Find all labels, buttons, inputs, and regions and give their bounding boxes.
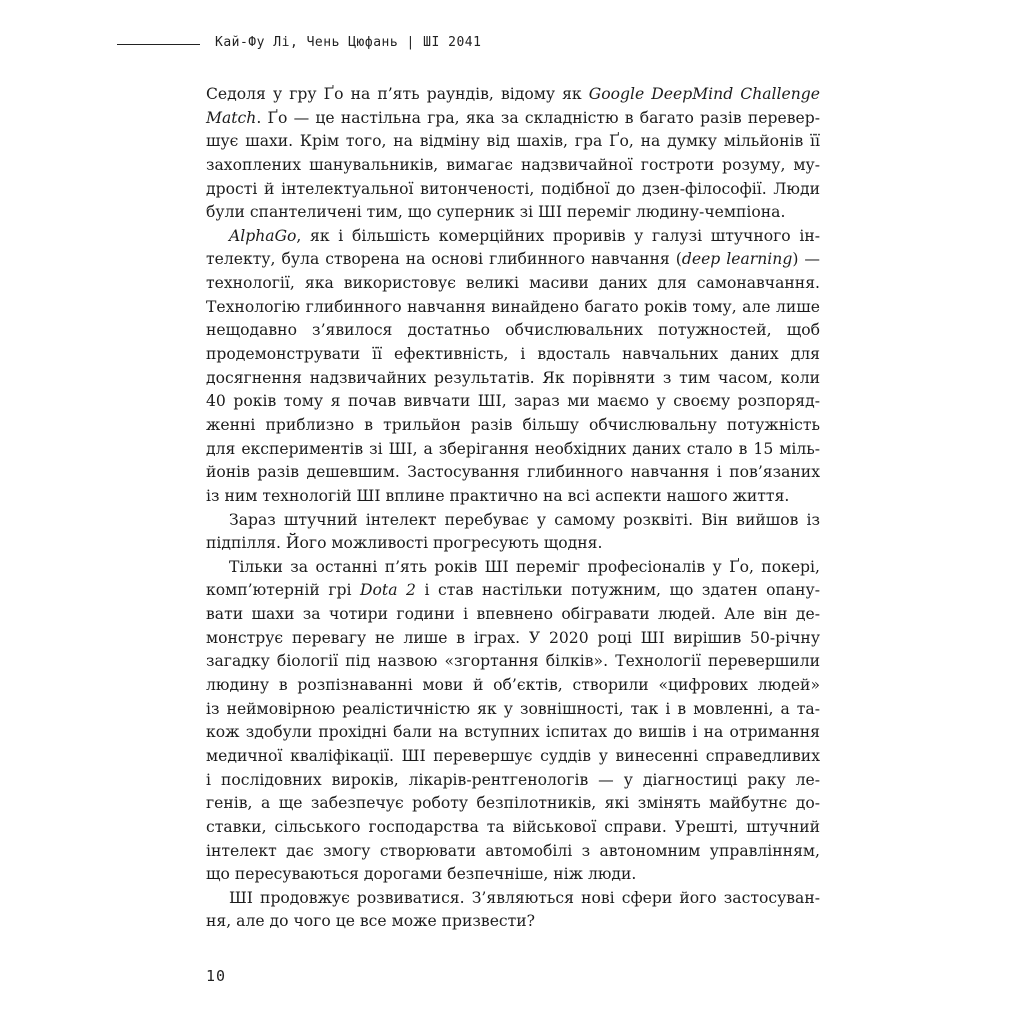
text-span: кож здобули прохідні бали на вступних іспитах до вишів і на отримання (206, 723, 820, 742)
text-line (206, 556, 820, 580)
text-line (206, 272, 820, 296)
paragraph (206, 225, 820, 509)
text-span: телекту, була створена на основі глибинного навчання ( (206, 250, 682, 269)
text-line (206, 485, 820, 509)
paragraph (206, 83, 820, 225)
text-span: ШІ продовжує розвиватися. З’являються нові сфери його застосуван- (229, 888, 820, 907)
text-line (206, 225, 820, 249)
text-line (206, 201, 820, 225)
text-span: комп’ютерній грі (206, 581, 361, 600)
text-span: ставки, сільського господарства та військової справи. Урешті, штучний (206, 817, 820, 836)
paragraph (206, 509, 820, 556)
text-span: Седоля у гру Ґо на п’ять раундів, відому як (206, 85, 589, 103)
page-number: 10 (206, 967, 227, 985)
text-span: , як і більшість комерційних проривів у галузі штучного ін- (296, 226, 820, 245)
text-line (206, 248, 820, 272)
text-span: захоплених шанувальників, вимагає надзвичайної гостроти розуму, му- (206, 155, 820, 174)
text-span: нещодавно з’явилося достатньо обчислювальних потужностей, щоб (206, 321, 820, 340)
text-span: медичної кваліфікації. ШІ перевершує суддів у винесенні справедливих (206, 746, 820, 765)
text-line (206, 840, 820, 864)
text-span: були спантеличені тим, що суперник зі ШІ переміг людину-чемпіона. (206, 203, 786, 222)
text-span: монструє перевагу не лише в іграх. У 2020 році ШІ вирішив 50-річну (206, 628, 820, 647)
text-line (206, 887, 820, 911)
text-line (206, 390, 820, 414)
text-line (206, 319, 820, 343)
text-span: продемонструвати її ефективність, і вдосталь навчальних даних для (206, 345, 820, 364)
text-line (206, 650, 820, 674)
italic-text: AlphaGo (229, 226, 297, 245)
text-span: женні приблизно в трильйон разів більшу обчислювальну потужність (206, 415, 820, 434)
text-line (206, 910, 820, 934)
text-span: загадку біології під назвою «згортання білків». Технології перевершили (206, 652, 820, 671)
text-line (206, 603, 820, 627)
italic-text: Match (206, 108, 257, 127)
text-line (206, 532, 820, 556)
text-line (206, 343, 820, 367)
text-line (206, 792, 820, 816)
text-span: для експериментів зі ШІ, а зберігання необхідних даних стало в 15 міль- (206, 439, 820, 458)
text-line (206, 674, 820, 698)
text-span: вати шахи за чотири години і впевнено обігравати людей. Але він де- (206, 605, 820, 624)
text-span: досягнення надзвичайних результатів. Як порівняти з тим часом, коли (206, 368, 820, 387)
text-span: . Ґо — це настільна гра, яка за складністю в багато разів перевер- (256, 108, 820, 127)
text-line (206, 745, 820, 769)
text-line (206, 83, 820, 107)
text-line (206, 461, 820, 485)
text-line (206, 509, 820, 533)
text-line (206, 816, 820, 840)
text-line (206, 721, 820, 745)
text-span: інтелект дає змогу створювати автомобілі з автономним управлінням, (206, 841, 820, 860)
text-span: 40 років тому я почав вивчати ШІ, зараз ми маємо у своєму розпоряд- (206, 392, 820, 411)
text-span: ) — (792, 250, 820, 269)
text-span: йонів разів дешевшим. Застосування глибинного навчання і пов’язаних (206, 463, 820, 482)
text-line (206, 627, 820, 651)
text-line (206, 698, 820, 722)
italic-text: Dota 2 (360, 581, 416, 600)
text-span: ня, але до чого це все може призвести? (206, 912, 536, 931)
text-line (206, 863, 820, 887)
header-rule (117, 44, 200, 45)
text-span: із ним технологій ШІ вплине практично на всі аспекти нашого життя. (206, 486, 790, 505)
text-line (206, 579, 820, 603)
text-line (206, 107, 820, 131)
text-span: Технологію глибинного навчання винайдено багато років тому, але лише (206, 297, 820, 316)
text-span: людину в розпізнаванні мови й об’єктів, створили «цифрових людей» (206, 676, 820, 695)
text-span: і став настільки потужним, що здатен опану- (415, 581, 820, 600)
running-header: Кай-Фу Лі, Чень Цюфань | ШІ 2041 (215, 35, 482, 50)
text-line (206, 438, 820, 462)
text-span: технології, яка використовує великі масиви даних для самонавчання. (206, 274, 820, 293)
text-line (206, 414, 820, 438)
text-span: підпілля. Його можливості прогресують щодня. (206, 534, 603, 553)
text-span: що пересуваються дорогами безпечніше, ніж люди. (206, 865, 637, 884)
text-line (206, 296, 820, 320)
text-span: із неймовірною реалістичністю як у зовнішності, так і в мовленні, а та- (206, 699, 820, 718)
text-line (206, 130, 820, 154)
text-span: і послідовних вироків, лікарів-рентгенологів — у діагностиці раку ле- (206, 770, 820, 789)
text-span: дрості й інтелектуальної витонченості, подібної до дзен-філософії. Люди (206, 179, 820, 198)
text-span: Зараз штучний інтелект перебуває у самому розквіті. Він вийшов із (229, 510, 820, 529)
paragraph (206, 887, 820, 934)
text-span: шує шахи. Крім того, на відміну від шахів, гра Ґо, на думку мільйонів її (206, 132, 820, 151)
text-line (206, 154, 820, 178)
text-span: Тільки за останні п’ять років ШІ переміг професіоналів у Ґо, покері, (229, 557, 820, 576)
paragraph (206, 556, 820, 887)
body-text (206, 83, 820, 934)
text-line (206, 178, 820, 202)
text-span: генів, а ще забезпечує роботу безпілотників, які змінять майбутнє до- (206, 794, 820, 813)
italic-text: Google DeepMind Challenge (588, 85, 820, 103)
text-line (206, 769, 820, 793)
text-line (206, 367, 820, 391)
italic-text: deep learning (681, 250, 793, 269)
